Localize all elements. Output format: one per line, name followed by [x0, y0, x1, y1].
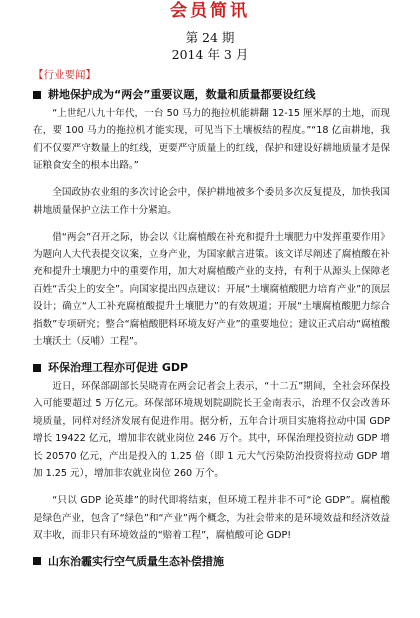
issue-date: 2014 年 3 月 — [171, 47, 249, 62]
article-paragraph: “只以 GDP 论英雄”的时代即将结束，但环境工程并非不可“论 GDP”。腐植酸是绿色产业，包含了“绿色”和“产业”两个概念，为社会带来的是环境效益和经济效益双丰收，而非只有环境效益的“赔着工程”，腐植酸可论 GDP! — [33, 495, 390, 541]
article-headline — [33, 360, 420, 375]
square-bullet-icon — [33, 364, 41, 372]
issue-number: 第 24 期 — [185, 30, 235, 45]
article-paragraph: 近日，环保部副部长吴晓青在两会记者会上表示，“十二五”期间，全社会环保投入可能要超过 5 万亿元。环保部环境规划院副院长王金南表示，治理不仅会改善环境质量，同样对经济发展有促进作用。据分析，五年合计项目实施将拉动中国 GDP 增长 19422 亿元，增加非农就业岗位 246 万个。其中，环保治理投资拉动 GDP 增长 20570 亿元，产出是投入的 1.25 倍（即 1 元大气污染防治投资将拉动 GDP 增加 1.25 元），增加非农就业岗位 260 万个。 — [33, 381, 390, 480]
article-paragraph: 借“两会”召开之际，协会以《让腐植酸在补充和提升土壤肥力中发挥重要作用》为题向人大代表提交议案，立身产业，为国家献言进策。该文详尽阐述了腐植酸在补充和提升土壤肥力中的重要作用，加大对腐植酸产业的支持，有利于从源头上保障老百姓“舌尖上的安全”。向国家提出四点建议：开展“土壤腐植酸肥力培育产业”的顶层设计；确立“人工补充腐植酸提升土壤肥力”的有效规道；开展“土壤腐植酸肥力综合指数”专项研究；整合“腐植酸肥料环境友好产业”的重要地位；建议正式启动“腐植酸土壤沃土（反哺）工程”。 — [33, 231, 390, 348]
article-title: 环保治理工程亦可促进 GDP — [48, 361, 189, 375]
article-paragraph: “上世纪八九十年代，一台 50 马力的拖拉机能耕翻 12-15 厘米厚的土地，而现在，要 100 马力的拖拉机才能实现，可见当下土壤板结的程度。”“18 亿亩耕地，我们不仅要严守数量上的红线，更要严守质量上的红线，保护和建设好耕地质量才是保证粮食安全的根本出路。” — [33, 108, 390, 172]
masthead-title: 会员简讯 — [170, 1, 250, 21]
article-title: 耕地保护成为“两会”重要议题，数量和质量都要设红线 — [48, 88, 316, 101]
article-3 — [0, 554, 420, 569]
article-2 — [0, 360, 420, 544]
article-paragraph: 全国政协农业组的多次讨论会中，保护耕地被多个委员多次反复提及，加快我国耕地质量保护立法工作十分紧迫。 — [33, 187, 390, 216]
article-title: 山东治霾实行空气质量生态补偿措施 — [48, 554, 224, 568]
square-bullet-icon — [33, 557, 41, 565]
article-headline — [33, 87, 420, 102]
section-tag: 【行业要闻】 — [33, 69, 96, 81]
article-1 — [0, 87, 420, 350]
square-bullet-icon — [33, 91, 41, 99]
article-headline — [33, 554, 420, 569]
